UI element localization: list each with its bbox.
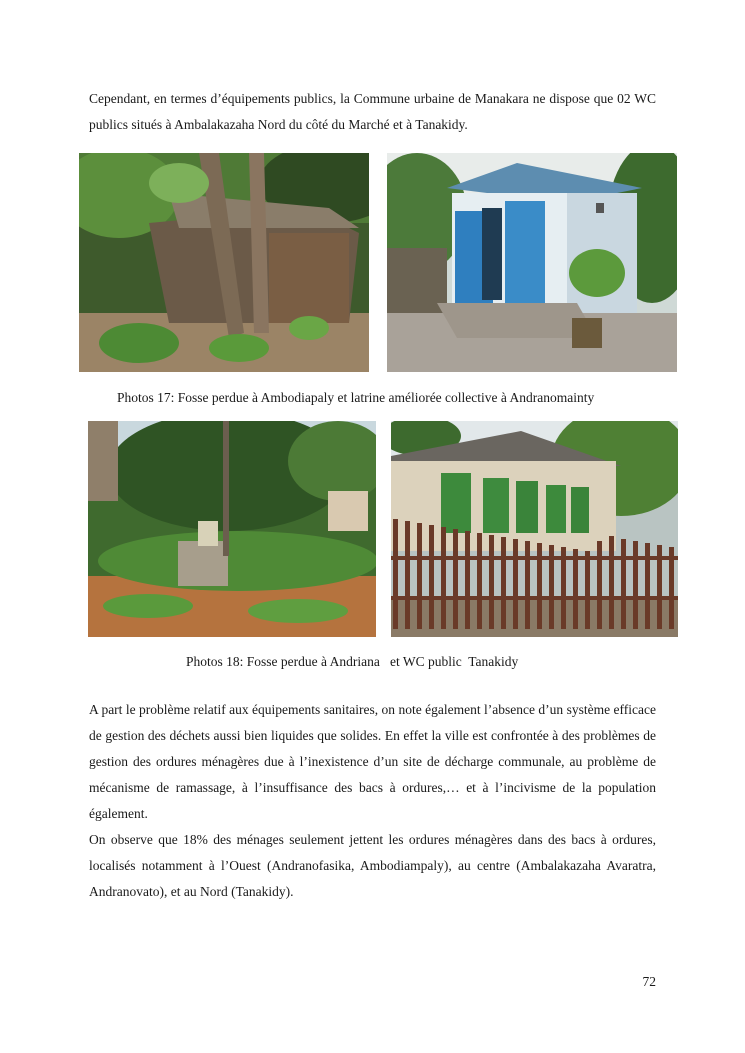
caption-photos-18: Photos 18: Fosse perdue à Andriana et WC public Tanakidy <box>186 654 519 669</box>
stats-paragraph: On observe que 18% des ménages seulement jettent les ordures ménagères dans des bacs à ordures, localisés notamment à l’Ouest (Andranofasika, Ambodiampaly), au centre (Ambalakazaha Avaratra, Andranovato), et au Nord (Tanakidy). <box>89 832 656 899</box>
photo-latrine-andranomainty <box>387 153 677 372</box>
caption-photos-17: Photos 17: Fosse perdue à Ambodiapaly et latrine améliorée collective à Andranomainty <box>117 390 595 405</box>
page-number: 72 <box>642 974 656 989</box>
photo-fosse-perdue-ambodiapaly <box>79 153 369 372</box>
photo-fosse-perdue-andriana <box>88 421 376 637</box>
problems-paragraph: A part le problème relatif aux équipements sanitaires, on note également l’absence d’un système efficace de gestion des déchets aussi bien liquides que solides. En effet la ville est confrontée à des problèmes de gestion des ordures ménagères due à l’inexistence d’un site de décharge communale, au problème de mécanisme de ramassage, à l’insuffisance des bacs à ordures,… et à l’incivisme de la population également. <box>89 702 656 821</box>
photo-wc-public-tanakidy <box>391 421 678 637</box>
intro-paragraph: Cependant, en termes d’équipements publics, la Commune urbaine de Manakara ne dispose que 02 WC publics situés à Ambalakazaha Nord du côté du Marché et à Tanakidy. <box>89 91 656 132</box>
